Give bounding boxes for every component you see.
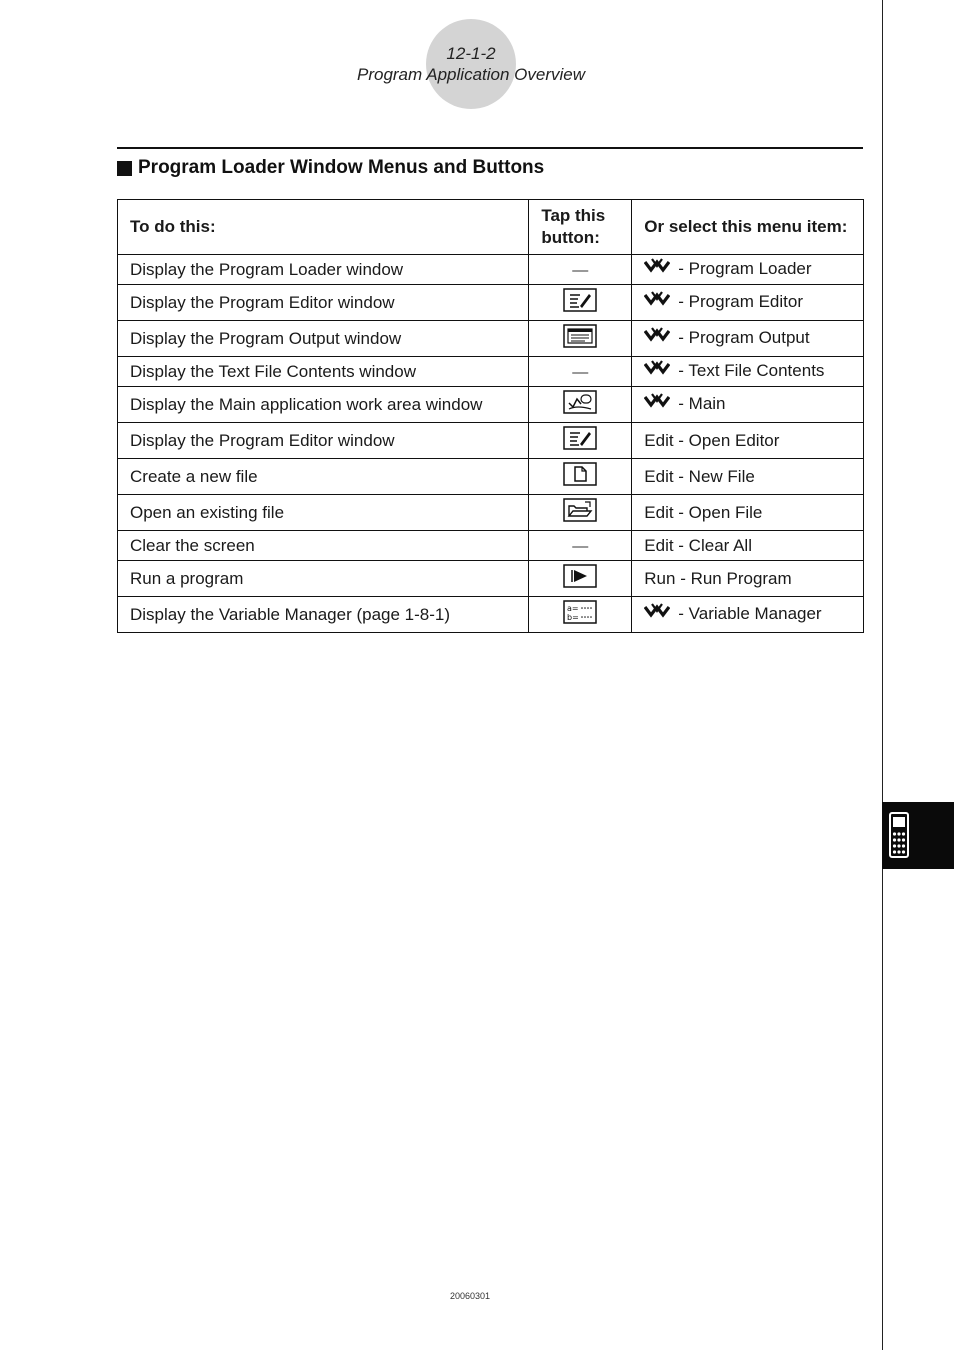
button-cell	[529, 561, 632, 597]
menu-cell	[632, 597, 864, 633]
footer-code: 20060301	[449, 1291, 491, 1301]
action-cell: Display the Program Editor window	[118, 423, 529, 459]
button-cell	[529, 459, 632, 495]
menu-chevron-icon	[644, 393, 670, 414]
action-cell: Display the Program Output window	[118, 321, 529, 357]
menu-cell	[632, 321, 864, 357]
menu-cell	[632, 255, 864, 285]
svg-text:b=: b=	[567, 613, 580, 622]
square-bullet-icon	[117, 161, 132, 176]
button-cell	[529, 285, 632, 321]
action-cell: Display the Program Loader window	[118, 255, 529, 285]
menus-buttons-table	[117, 199, 864, 633]
menu-chevron-icon	[644, 258, 670, 279]
chapter-title: Program Application Overview	[356, 65, 585, 84]
menu-item-text: - Program Output	[678, 327, 810, 347]
action-cell: Create a new file	[118, 459, 529, 495]
table-row	[118, 255, 864, 285]
no-button-dash: —	[572, 261, 589, 279]
no-button-dash: —	[572, 363, 589, 381]
open-file-icon	[563, 498, 597, 527]
button-cell	[529, 597, 632, 633]
menu-cell	[632, 387, 864, 423]
table-row	[118, 597, 864, 633]
editor-icon	[563, 288, 597, 317]
main-icon	[563, 390, 597, 419]
header-circle	[426, 19, 516, 109]
menu-item-text: Edit - Open Editor	[644, 430, 780, 450]
variable-manager-icon	[563, 600, 597, 629]
chapter-side-tab	[882, 802, 954, 869]
column-header-button: Tap this button:	[529, 200, 632, 255]
table-row	[118, 387, 864, 423]
menu-cell	[632, 459, 864, 495]
table-header-row	[118, 200, 864, 255]
menu-item-text: - Variable Manager	[678, 603, 822, 623]
menu-cell	[632, 531, 864, 561]
menu-item-text: Run - Run Program	[644, 568, 792, 588]
table-row	[118, 423, 864, 459]
menu-cell	[632, 423, 864, 459]
table-row	[118, 561, 864, 597]
menu-cell	[632, 495, 864, 531]
table-row	[118, 321, 864, 357]
right-margin-rule	[882, 0, 883, 1350]
calculator-icon	[889, 812, 909, 858]
table-row	[118, 357, 864, 387]
section-heading-text: Program Loader Window Menus and Buttons	[138, 157, 545, 178]
button-cell	[529, 321, 632, 357]
button-cell	[529, 423, 632, 459]
menu-chevron-icon	[644, 327, 670, 348]
no-button-dash: —	[572, 537, 589, 555]
action-cell: Clear the screen	[118, 531, 529, 561]
menu-chevron-icon	[644, 360, 670, 381]
button-cell	[529, 495, 632, 531]
menu-item-text: Edit - Open File	[644, 502, 763, 522]
menu-item-text: - Text File Contents	[678, 360, 825, 380]
section-top-rule	[117, 147, 863, 149]
table-row	[118, 459, 864, 495]
menu-cell	[632, 285, 864, 321]
button-cell	[529, 387, 632, 423]
menu-cell	[632, 357, 864, 387]
action-cell: Open an existing file	[118, 495, 529, 531]
table-row	[118, 531, 864, 561]
column-header-menu: Or select this menu item:	[632, 200, 864, 255]
svg-text:a=: a=	[567, 604, 579, 613]
output-icon	[563, 324, 597, 353]
menu-item-text: Edit - Clear All	[644, 535, 752, 555]
menu-chevron-icon	[644, 603, 670, 624]
menu-item-text: - Main	[678, 393, 726, 413]
new-file-icon	[563, 462, 597, 491]
menu-item-text: - Program Editor	[678, 291, 803, 311]
section-heading	[117, 157, 544, 179]
run-icon	[563, 564, 597, 593]
editor-icon	[563, 426, 597, 455]
column-header-action: To do this:	[118, 200, 529, 255]
table-row	[118, 285, 864, 321]
button-cell	[529, 255, 632, 285]
menu-chevron-icon	[644, 291, 670, 312]
button-cell	[529, 531, 632, 561]
action-cell: Display the Program Editor window	[118, 285, 529, 321]
menu-item-text: Edit - New File	[644, 466, 755, 486]
action-cell: Display the Main application work area window	[118, 387, 529, 423]
action-cell: Display the Text File Contents window	[118, 357, 529, 387]
menu-cell	[632, 561, 864, 597]
button-cell	[529, 357, 632, 387]
action-cell: Run a program	[118, 561, 529, 597]
table-row	[118, 495, 864, 531]
action-cell: Display the Variable Manager (page 1-8-1)	[118, 597, 529, 633]
menu-item-text: - Program Loader	[678, 258, 812, 278]
page-number: 12-1-2	[446, 44, 496, 63]
